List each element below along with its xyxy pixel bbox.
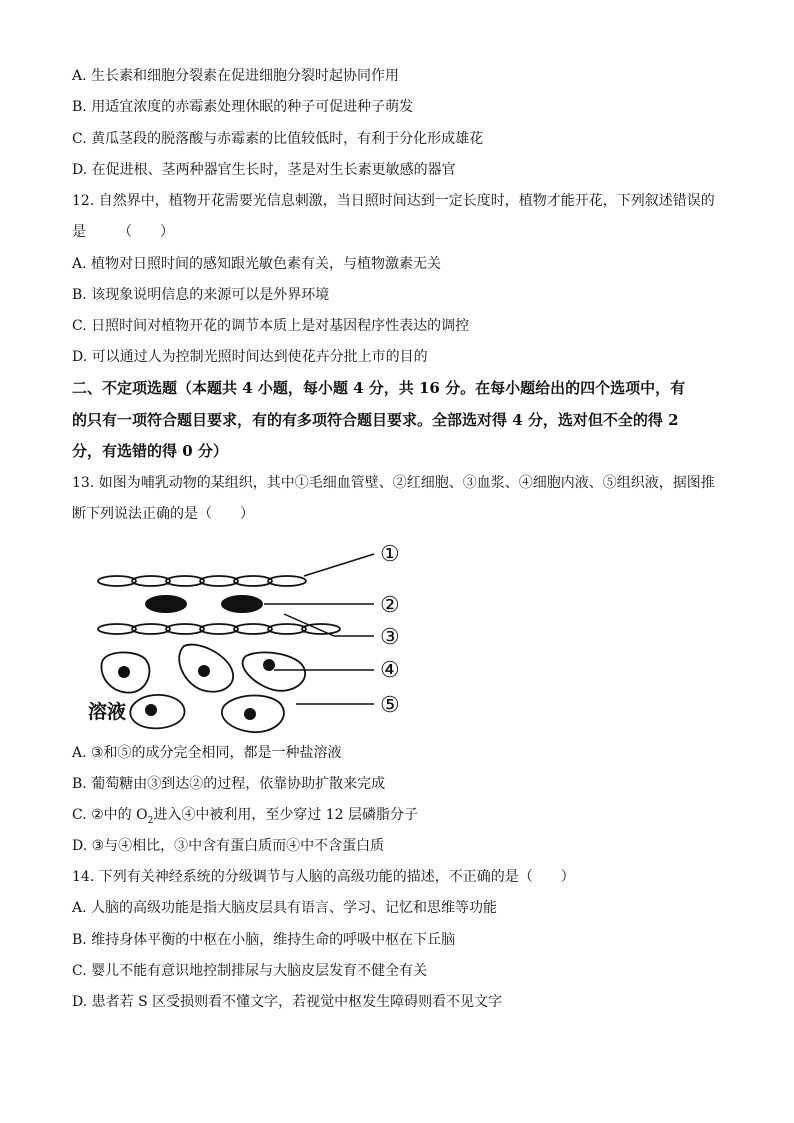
q13-stem-line1: 13. 如图为哺乳动物的某组织，其中①毛细血管壁、②红细胞、③血浆、④细胞内液、⑤组织液，据图推: [72, 475, 715, 491]
q13-option-b: B. 葡萄糖由③到达②的过程，依靠协助扩散来完成: [72, 776, 386, 792]
label-5: ⑤: [380, 693, 400, 718]
section2-heading-line1: 二、不定项选题（本题共 4 小题，每小题 4 分，共 16 分。在每小题给出的四个选项中，有: [72, 379, 686, 397]
q13-option-a: A. ③和⑤的成分完全相同，都是一种盐溶液: [72, 745, 342, 761]
q12-option-b: B. 该现象说明信息的来源可以是外界环境: [72, 287, 330, 303]
q13-option-c: [72, 805, 418, 831]
q14-option-a: A. 人脑的高级功能是指大脑皮层具有语言、学习、记忆和思维等功能: [72, 900, 498, 916]
label-2: ②: [380, 593, 400, 618]
q12-answer-paren: （ ）: [118, 224, 174, 240]
q12-option-a: A. 植物对日照时间的感知跟光敏色素有关，与植物激素无关: [72, 256, 442, 272]
red-blood-cells: [145, 595, 263, 613]
q14-stem: 14. 下列有关神经系统的分级调节与人脑的高级功能的描述，不正确的是（ ）: [72, 869, 575, 885]
q12-stem-tail: 是: [72, 224, 86, 240]
capillary-wall-upper: [98, 576, 306, 586]
q13-option-d: D. ③与④相比，③中含有蛋白质而④中不含蛋白质: [72, 838, 385, 854]
q13-stem-line2: 断下列说法正确的是（ ）: [72, 506, 254, 522]
tissue-diagram: [84, 534, 424, 744]
q14-option-d: D. 患者若 S 区受损则看不懂文字，若视觉中枢发生障碍则看不见文字: [72, 994, 503, 1010]
q13-option-c-subscript: 2: [147, 815, 154, 826]
q13-option-c-part1: C. ②中的 O: [72, 807, 148, 823]
q13-option-c-part2: 进入④中被利用，至少穿过 12 层磷脂分子: [153, 807, 419, 823]
section2-heading-line3: 分，有选错的得 0 分）: [72, 442, 228, 460]
solution-label: 溶液: [88, 701, 127, 723]
label-4: ④: [380, 658, 400, 683]
label-1: ①: [380, 542, 400, 567]
section2-heading-line2: 的只有一项符合题目要求，有的有多项符合题目要求。全部选对得 4 分，选对但不全的得 2: [72, 411, 679, 429]
q12-stem-line1: 12. 自然界中，植物开花需要光信息刺激，当日照时间达到一定长度时，植物才能开花，下列叙述错误的: [72, 193, 715, 209]
tissue-cells: [101, 645, 305, 733]
q11-option-d: D. 在促进根、茎两种器官生长时，茎是对生长素更敏感的器官: [72, 162, 456, 178]
q12-option-d: D. 可以通过人为控制光照时间达到使花卉分批上市的目的: [72, 349, 428, 365]
q12-stem-line2: [72, 222, 174, 242]
q14-option-c: C. 婴儿不能有意识地控制排尿与大脑皮层发育不健全有关: [72, 963, 428, 979]
q11-option-b: B. 用适宜浓度的赤霉素处理休眠的种子可促进种子萌发: [72, 99, 414, 115]
q11-option-c: C. 黄瓜茎段的脱落酸与赤霉素的比值较低时，有利于分化形成雄花: [72, 131, 484, 147]
capillary-wall-lower: [98, 624, 340, 634]
q12-option-c: C. 日照时间对植物开花的调节本质上是对基因程序性表达的调控: [72, 318, 470, 334]
q14-option-b: B. 维持身体平衡的中枢在小脑，维持生命的呼吸中枢在下丘脑: [72, 932, 456, 948]
q11-option-a: A. 生长素和细胞分裂素在促进细胞分裂时起协同作用: [72, 68, 400, 84]
label-3: ③: [380, 625, 400, 650]
